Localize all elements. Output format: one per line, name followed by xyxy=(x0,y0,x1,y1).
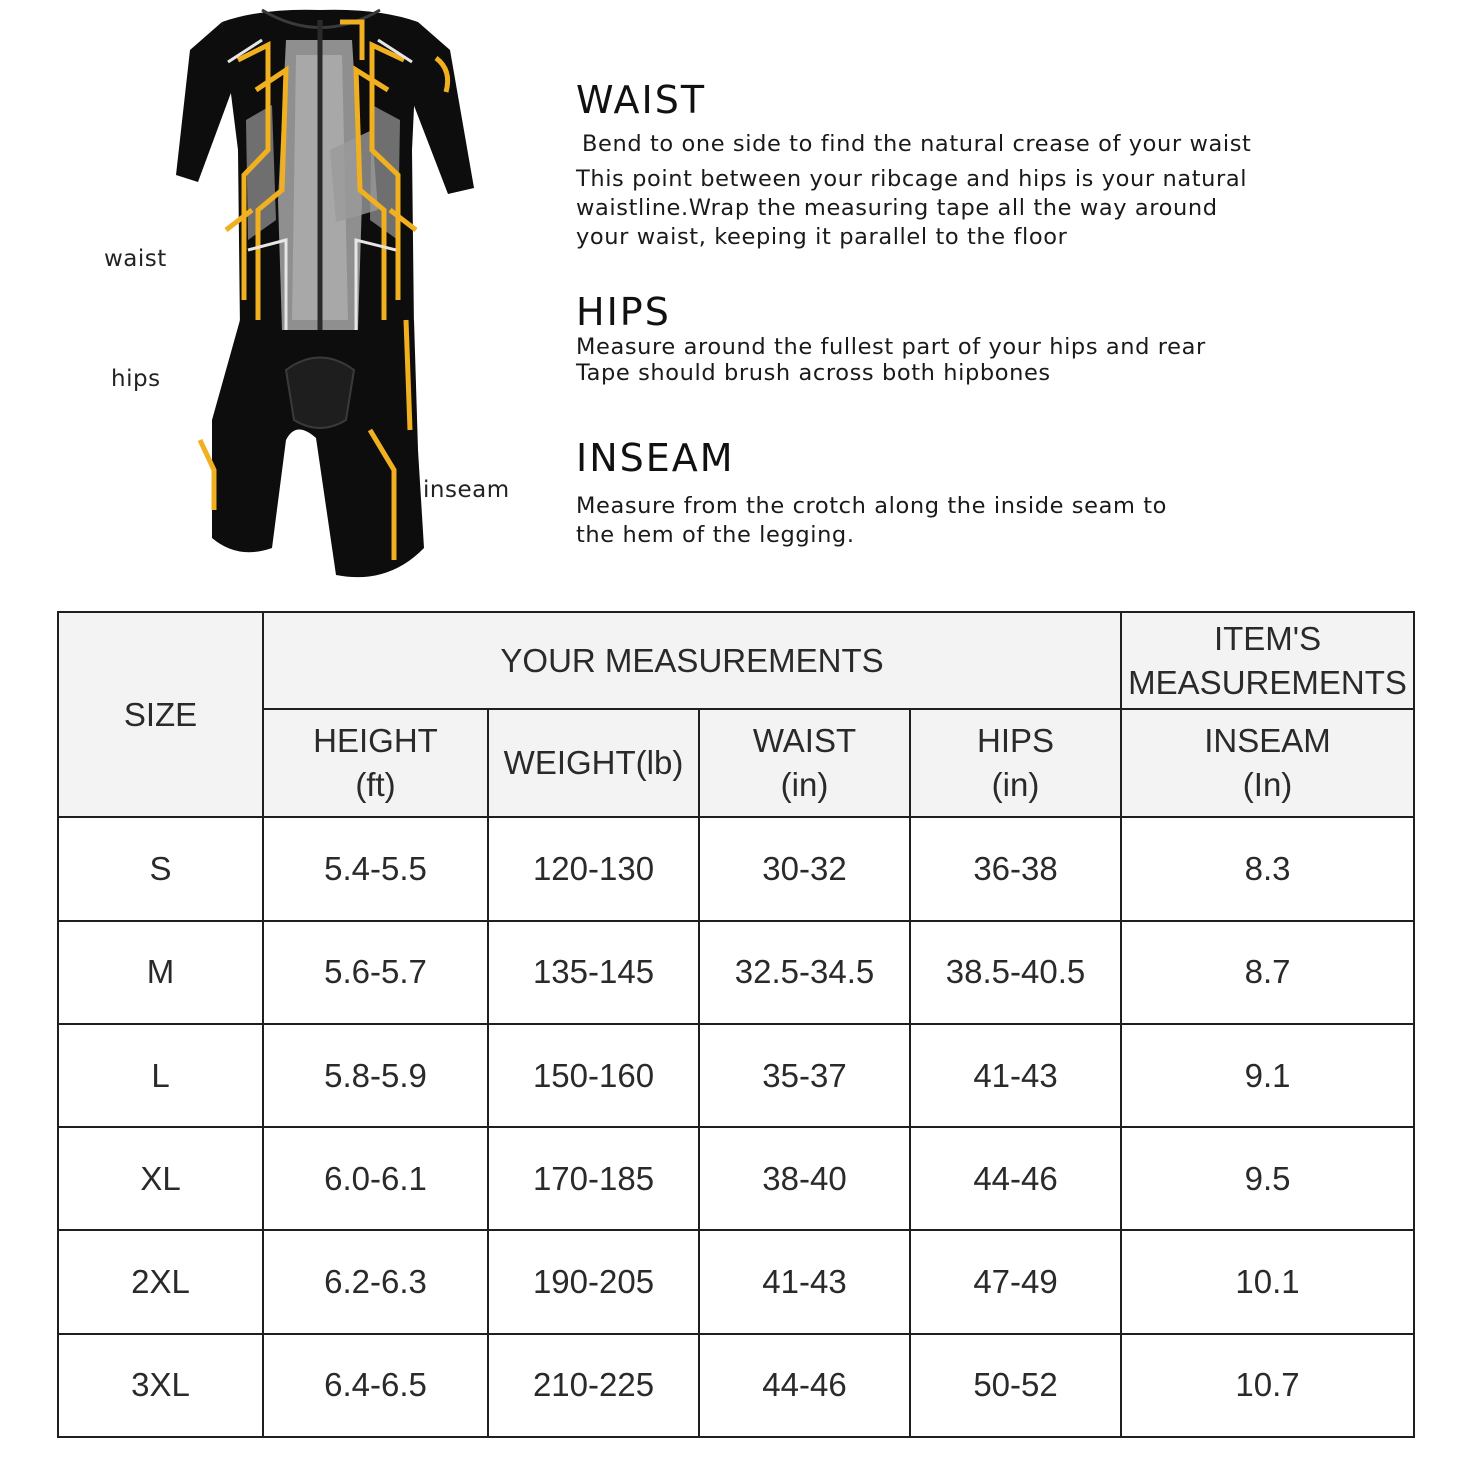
waist-line-3: waistline.Wrap the measuring tape all the way around xyxy=(576,195,1218,221)
size-chart-table xyxy=(57,611,1415,1438)
hips-line-1: Measure around the fullest part of your hips and rear xyxy=(576,334,1206,360)
weight-cell: 190-205 xyxy=(488,1230,699,1333)
waist-cell: 32.5-34.5 xyxy=(699,921,910,1024)
your-measurements-header: YOUR MEASUREMENTS xyxy=(263,612,1121,709)
waist-cell: 38-40 xyxy=(699,1127,910,1230)
waist-line-1: Bend to one side to find the natural crease of your waist xyxy=(582,131,1252,157)
inseam-cell: 9.5 xyxy=(1121,1127,1414,1230)
column-header-hips xyxy=(910,709,1121,817)
inseam-section xyxy=(576,436,1436,550)
inseam-cell: 8.3 xyxy=(1121,817,1414,920)
inseam-label: inseam xyxy=(423,477,510,503)
inseam-title: INSEAM xyxy=(576,436,735,480)
waist-line-4: your waist, keeping it parallel to the floor xyxy=(576,224,1068,250)
height-cell: 5.4-5.5 xyxy=(263,817,488,920)
hips-cell: 38.5-40.5 xyxy=(910,921,1121,1024)
items-measurements-line-1: ITEM'S xyxy=(1213,619,1322,657)
table-row xyxy=(58,1230,1414,1333)
hips-cell: 41-43 xyxy=(910,1024,1121,1127)
height-cell: 6.4-6.5 xyxy=(263,1334,488,1437)
trisuit-illustration xyxy=(0,0,560,600)
column-name: HEIGHT xyxy=(313,722,438,760)
hips-title: HIPS xyxy=(576,290,671,334)
table-row xyxy=(58,817,1414,920)
hips-section xyxy=(576,290,1436,386)
hips-cell: 44-46 xyxy=(910,1127,1121,1230)
inseam-cell: 9.1 xyxy=(1121,1024,1414,1127)
waist-label: waist xyxy=(104,246,167,272)
column-unit: (in) xyxy=(780,766,829,804)
size-cell: 3XL xyxy=(58,1334,263,1437)
column-name: HIPS xyxy=(977,722,1055,760)
waist-cell: 35-37 xyxy=(699,1024,910,1127)
column-header-height xyxy=(263,709,488,817)
size-cell: 2XL xyxy=(58,1230,263,1333)
trisuit-image xyxy=(0,0,560,600)
column-name: INSEAM xyxy=(1204,722,1331,760)
inseam-cell: 10.7 xyxy=(1121,1334,1414,1437)
waist-title: WAIST xyxy=(576,78,707,122)
height-cell: 6.2-6.3 xyxy=(263,1230,488,1333)
inseam-cell: 10.1 xyxy=(1121,1230,1414,1333)
hips-label: hips xyxy=(111,366,161,392)
weight-cell: 210-225 xyxy=(488,1334,699,1437)
table-row xyxy=(58,1334,1414,1437)
waist-cell: 30-32 xyxy=(699,817,910,920)
inseam-line-2: the hem of the legging. xyxy=(576,522,855,548)
size-cell: M xyxy=(58,921,263,1024)
hips-cell: 36-38 xyxy=(910,817,1121,920)
weight-cell: 150-160 xyxy=(488,1024,699,1127)
waist-section xyxy=(576,78,1436,252)
inseam-line-1: Measure from the crotch along the inside seam to xyxy=(576,493,1168,519)
size-cell: XL xyxy=(58,1127,263,1230)
column-unit: (In) xyxy=(1242,766,1293,804)
weight-cell: 120-130 xyxy=(488,817,699,920)
hips-cell: 47-49 xyxy=(910,1230,1121,1333)
column-header-waist xyxy=(699,709,910,817)
hips-cell: 50-52 xyxy=(910,1334,1121,1437)
items-measurements-header xyxy=(1121,612,1414,709)
height-cell: 5.8-5.9 xyxy=(263,1024,488,1127)
inseam-cell: 8.7 xyxy=(1121,921,1414,1024)
height-cell: 5.6-5.7 xyxy=(263,921,488,1024)
items-measurements-line-2: MEASUREMENTS xyxy=(1128,663,1407,701)
table-row xyxy=(58,1127,1414,1230)
column-header-inseam xyxy=(1121,709,1414,817)
height-cell: 6.0-6.1 xyxy=(263,1127,488,1230)
column-unit: (ft) xyxy=(355,766,396,804)
size-cell: S xyxy=(58,817,263,920)
table-row xyxy=(58,1024,1414,1127)
column-name: WAIST xyxy=(752,722,857,760)
column-name: WEIGHT(lb) xyxy=(503,744,684,782)
size-cell: L xyxy=(58,1024,263,1127)
size-header: SIZE xyxy=(58,612,263,817)
weight-cell: 170-185 xyxy=(488,1127,699,1230)
column-header-weight xyxy=(488,709,699,817)
waist-line-2: This point between your ribcage and hips is your natural xyxy=(576,166,1248,192)
waist-cell: 44-46 xyxy=(699,1334,910,1437)
waist-cell: 41-43 xyxy=(699,1230,910,1333)
column-unit: (in) xyxy=(991,766,1040,804)
weight-cell: 135-145 xyxy=(488,921,699,1024)
table-row xyxy=(58,921,1414,1024)
hips-line-2: Tape should brush across both hipbones xyxy=(576,360,1051,386)
header-row-top xyxy=(58,612,1414,709)
